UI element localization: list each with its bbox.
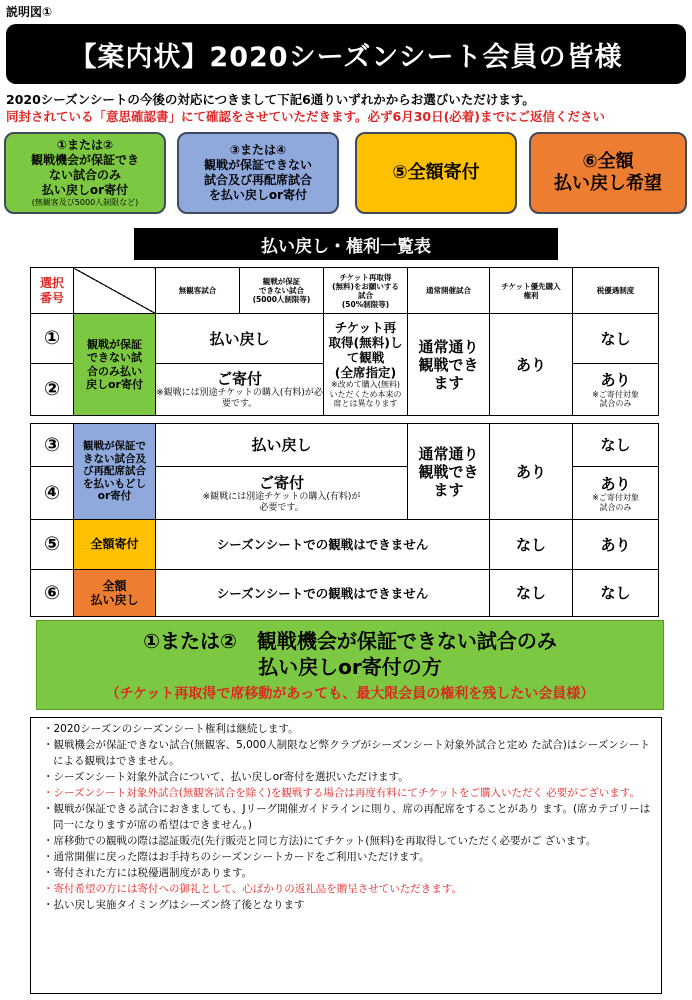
row-number: ②: [31, 364, 74, 416]
label-text: or寄付: [97, 490, 132, 503]
priority-purchase-cell: なし: [490, 570, 573, 617]
note-item-highlight: ・シーズンシート対象外試合(無観客試合を除く)を観戦する場合は再度有料にてチケットをご購入いただく 必要がございます。: [43, 787, 640, 799]
priority-purchase-cell: あり: [490, 424, 573, 520]
option-line: ない試合のみ: [48, 168, 121, 182]
donation-cell: [156, 364, 324, 416]
label-text: 全額: [102, 578, 127, 593]
note-item: ・2020シーズンのシーズンシート権利は継続します。: [43, 723, 299, 735]
refund-cell: 払い戻し: [156, 424, 408, 467]
table-header-row: [31, 268, 659, 314]
option-card-1-2: [4, 132, 166, 214]
cell-note: 席とは異なります: [333, 399, 398, 409]
label-text: を払いもどし: [83, 477, 146, 490]
priority-purchase-cell: あり: [490, 314, 573, 416]
option-line: 観戦機会が保証でき: [30, 153, 139, 167]
table-row: [31, 424, 659, 467]
col-header-ticket-reissue: [324, 268, 408, 314]
normal-game-cell: [408, 314, 490, 416]
no-watch-cell: シーズンシートでの観戦はできません: [156, 520, 490, 570]
header-text: 権利: [523, 290, 539, 300]
table-row: [31, 520, 659, 570]
cell-text: ます: [433, 373, 464, 392]
tax-cell: [573, 364, 659, 416]
group-label-1-2: [74, 314, 156, 416]
note-item: ・観戦機会が保証できない試合(無観客、5,000人制限など弊クラブがシーズンシート対象外試合と定め た試合)はシーズンシートによる観戦はできません。: [43, 739, 651, 767]
cell-text: ご寄付: [216, 370, 262, 389]
cell-text: あり: [600, 371, 631, 390]
notes-box: [30, 717, 662, 994]
header-text: 選択: [39, 276, 64, 291]
cell-note: ※改めて購入(無料): [331, 380, 400, 390]
cell-text: 通常通り: [418, 337, 479, 356]
col-header-tax: 税優遇制度: [573, 268, 659, 314]
table-row: [31, 314, 659, 364]
table-title: 払い戻し・権利一覧表: [134, 228, 558, 260]
option-line: ⑤全額寄付: [392, 161, 480, 183]
selection-number-header: [31, 268, 74, 314]
rights-table: [30, 267, 659, 617]
cell-text: ご寄付: [258, 473, 304, 492]
row-number: ①: [31, 314, 74, 364]
option-card-3-4: [177, 132, 339, 214]
cell-text: チケット再: [334, 320, 397, 336]
option-card-5: [355, 132, 517, 214]
cell-text: あり: [600, 474, 631, 493]
header-text: (5000人制限等): [252, 295, 311, 304]
label-text: 観戦が保証で: [83, 440, 146, 453]
option-line: 払い戻し希望: [554, 173, 662, 194]
cell-text: 観戦でき: [418, 462, 479, 481]
row-label-6: [74, 570, 156, 617]
row-number: ⑤: [31, 520, 74, 570]
option-line: 払い戻しor寄付: [41, 183, 129, 197]
intro-deadline-line: 同封されている「意思確認書」にて確認をさせていただきます。必ず6月30日(必着)までにご返信ください: [6, 109, 606, 124]
priority-purchase-cell: なし: [490, 520, 573, 570]
tax-cell: なし: [573, 424, 659, 467]
label-text: び再配席試合: [83, 465, 146, 478]
row-number: ⑥: [31, 570, 74, 617]
label-text: 払い戻し: [90, 593, 139, 607]
label-text: 観戦が保証: [87, 338, 142, 352]
option-card-6: [529, 132, 687, 214]
header-text: チケット再取得: [339, 272, 392, 282]
cell-note: ※ご寄付対象: [592, 389, 639, 399]
cell-note: 試合のみ: [599, 502, 632, 512]
header-text: 観戦が保証: [262, 277, 301, 286]
option-note: (無観客及び5000人制限など): [31, 198, 139, 207]
col-header-normal-game: 通常開催試合: [408, 268, 490, 314]
row-number: ③: [31, 424, 74, 467]
cell-note: ※観戦には別途チケットの購入(有料)が必要です。: [156, 388, 323, 410]
cell-text: (全席指定): [334, 365, 397, 381]
summary-line: 払い戻しor寄付の方: [258, 654, 442, 679]
summary-line: ①または② 観戦機会が保証できない試合のみ: [143, 628, 557, 653]
cell-text: て観戦: [346, 350, 385, 366]
tax-cell: なし: [573, 314, 659, 364]
note-item: ・通常開催に戻った際はお手持ちのシーズンシートカードをご利用いただけます。: [43, 851, 430, 863]
header-text: できない試合: [259, 286, 304, 295]
no-watch-cell: シーズンシートでの観戦はできません: [156, 570, 490, 617]
col-header-no-spectator: 無観客試合: [156, 268, 240, 314]
cell-note: いただくため本来の: [329, 389, 402, 399]
label-text: できない試: [87, 351, 142, 365]
header-text: (無料)をお願いする: [332, 281, 399, 291]
donation-cell: [156, 467, 408, 520]
tax-cell: なし: [573, 570, 659, 617]
option-line: を払い戻しor寄付: [208, 188, 308, 202]
intro-line: 2020シーズンシートの今後の対応につきまして下記6通りいずれかからお選びいただけます。: [6, 92, 535, 107]
cell-note: ※ご寄付対象: [592, 493, 639, 502]
tax-cell: [573, 467, 659, 520]
note-item: ・席移動での観戦の際は認証販売(先行販売と同じ方法)にてチケット(無料)を再取得していただく必要がご ざいます。: [43, 835, 597, 847]
option-line: ③または④: [229, 143, 287, 157]
header-text: チケット優先購入: [501, 281, 561, 291]
label-text: 戻しor寄付: [86, 377, 143, 391]
group-label-3-4: [74, 424, 156, 520]
tax-cell: あり: [573, 520, 659, 570]
note-item: ・払い戻し実施タイミングはシーズン終了後となります: [43, 899, 305, 911]
page-title: 【案内状】2020シーズンシート会員の皆様: [6, 24, 686, 84]
cell-text: 観戦でき: [418, 355, 479, 374]
ticket-reissue-cell: [324, 314, 408, 416]
note-item: ・シーズンシート対象外試合について、払い戻しor寄付を選択いただけます。: [43, 771, 409, 783]
option-line: 試合及び再配席試合: [203, 173, 312, 187]
table-gap: [31, 416, 659, 424]
diagonal-header-cell: [74, 268, 156, 314]
header-text: 試合: [358, 290, 373, 300]
row-number: ④: [31, 467, 74, 520]
cell-text: 通常通り: [418, 444, 479, 463]
label-text: 合のみ払い: [87, 364, 142, 378]
label-text: きない試合及: [83, 452, 146, 465]
row-label-5: 全額寄付: [74, 520, 156, 570]
cell-text: 取得(無料)し: [328, 335, 403, 351]
refund-cell: 払い戻し: [156, 314, 324, 364]
cell-note: ※観戦には別途チケットの購入(有料)が: [202, 491, 361, 502]
cell-note: 必要です。: [259, 502, 304, 513]
header-text: (50%制限等): [341, 299, 390, 309]
normal-game-cell: [408, 424, 490, 520]
table-row: [31, 570, 659, 617]
option-line: ①または②: [56, 138, 114, 152]
note-item-highlight: ・寄付希望の方には寄付への御礼として、心ばかりの返礼品を贈呈させていただきます。: [43, 883, 462, 895]
cell-note: 試合のみ: [599, 399, 632, 409]
summary-subline: （チケット再取得で席移動があっても、最大限会員の権利を残したい会員様）: [105, 685, 595, 702]
gap-cell: [31, 416, 659, 424]
header-text: 番号: [39, 290, 64, 305]
figure-caption: 説明図①: [6, 5, 53, 19]
option-line: 観戦が保証できない: [203, 158, 312, 172]
note-item: ・寄付された方には税優遇制度があります。: [43, 867, 253, 879]
summary-banner: [36, 620, 664, 710]
col-header-limited: [240, 268, 324, 314]
cell-text: ます: [433, 480, 464, 499]
option-line: ⑥全額: [582, 150, 634, 172]
col-header-priority-purchase: [490, 268, 573, 314]
note-item: ・観戦が保証できる試合におきましても、Jリーグ開催ガイドラインに則り、席の再配席をすることがあり ます。(席カテゴリーは同一になりますが席の希望はできません。): [43, 803, 651, 831]
